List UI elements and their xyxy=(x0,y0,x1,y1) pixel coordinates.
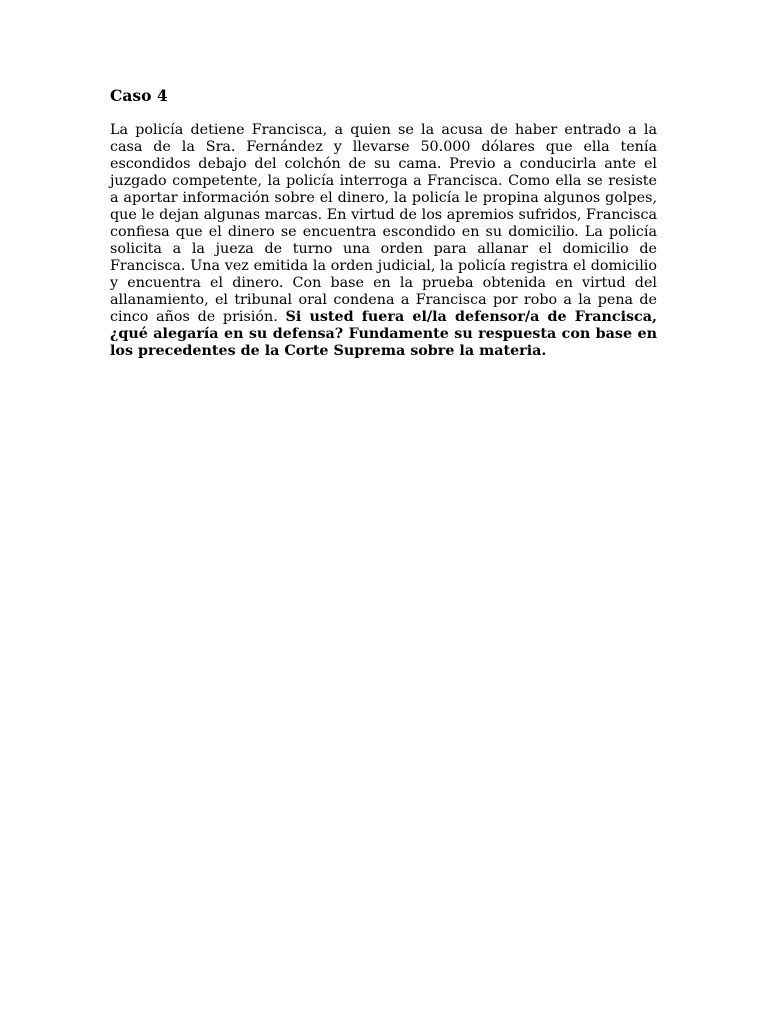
case-question-text: Si usted fuera el/la defensor/a de Francisca, ¿qué alegaría en su defensa? Fundamente su respuesta con base en los precedentes de la Corte Suprema sobre la materia. xyxy=(110,309,658,359)
case-paragraph xyxy=(110,122,657,360)
case-title: Caso 4 xyxy=(110,86,168,105)
document-content xyxy=(110,86,657,360)
case-body-text: La policía detiene Francisca, a quien se la acusa de haber entrado a la casa de la Sra. Fernández y llevarse 50.000 dólares que ella tenía escondidos debajo del colchón de su cama. Previo a conducirla ante el juzgado competente, la policía interroga a Francisca. Como ella se resiste a aportar información sobre el dinero, la policía le propina algunos golpes, que le dejan algunas marcas. En virtud de los apremios sufridos, Francisca confiesa que el dinero se encuentra escondido en su domicilio. La policía solicita a la jueza de turno una orden para allanar el domicilio de Francisca. Una vez emitida la orden judicial, la policía registra el domicilio y encuentra el dinero. Con base en la prueba obtenida en virtud del allanamiento, el tribunal oral condena a Francisca por robo a la pena de cinco años de prisión. xyxy=(110,122,657,325)
